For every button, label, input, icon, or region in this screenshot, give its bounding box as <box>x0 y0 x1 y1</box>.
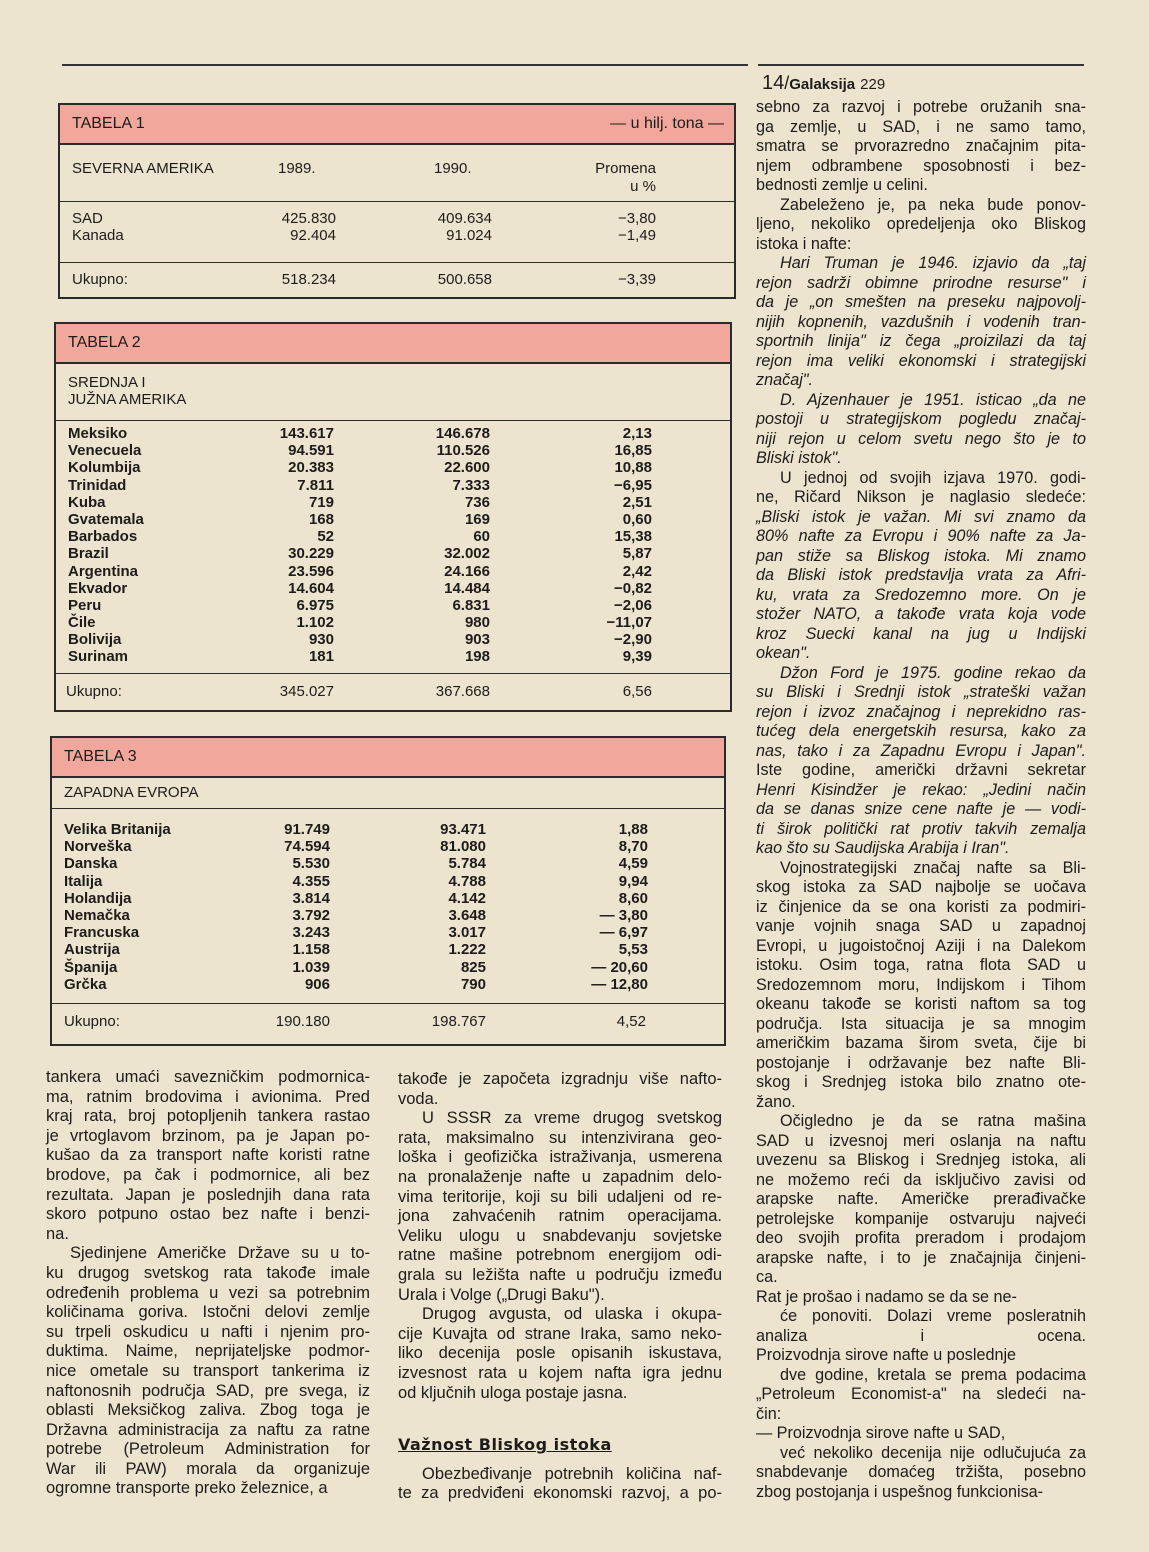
table-row <box>56 528 730 545</box>
cell-1989: 5.530 <box>292 855 330 873</box>
text-line: skog i Srednjeg istoka bilo znatno ote- <box>756 1073 1086 1091</box>
table-3-header <box>52 738 724 778</box>
text-line: smatra se prvorazredno značajnim pita- <box>756 137 1086 155</box>
cell-1989: 930 <box>308 631 334 649</box>
cell-1990: 3.648 <box>448 906 486 924</box>
cell-total-label: Ukupno: <box>66 683 122 700</box>
table-3-title: TABELA 3 <box>64 748 137 765</box>
cell-change: 16,85 <box>614 442 652 460</box>
text-line: nas, tako i za Zapadnu Evropu i Japan". <box>756 741 1086 760</box>
text-line: Evropi, u jugoistočnoj Aziji i na Dalekom <box>756 936 1086 955</box>
text-line: sebno za razvoj i potrebe oružanih sna- <box>756 98 1086 116</box>
text-line: oblasti Meksičkog zaliva. Zbog toga je <box>46 1401 370 1420</box>
text-line: sportnih linija" iz čega „proizilazi da taj <box>756 332 1086 350</box>
cell-total-1990: 198.767 <box>431 1013 486 1030</box>
cell-1989: 23.596 <box>288 562 334 580</box>
table-3-body <box>52 809 724 1004</box>
table-row <box>56 597 730 614</box>
text-line: takođe je započeta izgradnju više nafto- <box>398 1070 722 1088</box>
cell-1990: 7.333 <box>452 476 490 494</box>
cell-total-change: 6,56 <box>622 683 652 700</box>
table-3-region: ZAPADNA EVROPA <box>64 784 199 801</box>
cell-change: −6,95 <box>614 476 652 494</box>
text-line: vima teritorije, koji su bili udaljeni od re- <box>398 1187 722 1206</box>
cell-1990: 3.017 <box>448 924 486 942</box>
table-1-total <box>60 263 734 297</box>
cell-country: Nemačka <box>64 906 130 924</box>
text-line: ku drugog svetskog rata takođe imale <box>46 1263 370 1282</box>
cell-country: Bolivija <box>68 631 122 649</box>
cell-1990: 825 <box>460 958 486 976</box>
cell-change: 5,87 <box>622 545 652 563</box>
text-line: skog istoka za SAD najbolje se uočava <box>756 878 1086 896</box>
top-rule-left <box>62 64 748 66</box>
cell-1989: 14.604 <box>288 579 334 597</box>
cell-1989: 74.594 <box>284 838 330 856</box>
text-line: jona zahvaćenih ratnim operacijama. <box>398 1207 722 1226</box>
text-line: uvezenu sa Bliskog i Srednjeg istoka, ali <box>756 1151 1086 1169</box>
table-3 <box>50 736 726 1046</box>
text-line: brodove, pa čak i podmornice, ali bez <box>46 1165 370 1184</box>
table-row <box>56 425 730 442</box>
cell-1990: 5.784 <box>448 855 486 873</box>
cell-change: −2,90 <box>614 631 652 649</box>
cell-country: Holandija <box>64 889 132 907</box>
cell-1989: 7.811 <box>297 476 334 494</box>
cell-country: Danska <box>64 855 118 873</box>
cell-total-1989: 190.180 <box>275 1013 330 1030</box>
text-line: Drugog avgusta, od ulaska i okupa- <box>422 1305 722 1324</box>
cell-1989: 1.039 <box>292 958 330 976</box>
table-3-rows <box>52 821 724 993</box>
cell-country: Grčka <box>64 975 107 993</box>
table-2-title: TABELA 2 <box>68 334 141 351</box>
text-line: ca. <box>756 1268 778 1286</box>
text-line: rejon i izvoz značajnog i neprekidno ras- <box>756 702 1086 721</box>
cell-change: 0,60 <box>622 510 652 528</box>
cell-change: 10,88 <box>614 459 652 477</box>
table-row <box>52 873 724 890</box>
cell-change: −3,80 <box>618 210 656 227</box>
text-line: liko decenija posle opisanih iskustava, <box>398 1344 722 1363</box>
table-row <box>60 210 734 227</box>
cell-1989: 3.814 <box>292 889 330 907</box>
cell-country: SAD <box>72 210 103 227</box>
cell-1989: 20.383 <box>288 459 334 477</box>
table-2 <box>54 322 732 712</box>
cell-country: Kuba <box>68 493 106 511</box>
cell-1990: 146.678 <box>435 425 490 442</box>
cell-1990: 91.024 <box>446 227 492 244</box>
cell-1989: 719 <box>308 493 334 511</box>
cell-1990: 4.788 <box>448 872 486 890</box>
text-line: izvesnost rata u kojem nafta igra jednu <box>398 1363 722 1382</box>
table-1-colheads <box>60 145 734 202</box>
text-line: tankera umaći savezničkim podmornica- <box>46 1068 370 1086</box>
text-line: već nekoliko decenija nije odlučujuća za <box>780 1443 1086 1462</box>
text-line: snabdevanje domaćeg tržišta, posebno <box>756 1463 1086 1481</box>
text-line: postoji u strategijskom pogledu značaj- <box>756 410 1086 428</box>
cell-1990: 198 <box>464 648 490 666</box>
cell-1990: 736 <box>464 493 490 511</box>
text-line: kao što su Saudijska Arabija i Iran". <box>756 839 1010 857</box>
cell-country: Brazil <box>68 545 109 563</box>
text-line: ogromne transporte preko železnice, a <box>46 1479 328 1498</box>
cell-1990: 1.222 <box>448 941 486 959</box>
text-line: čin: <box>756 1404 782 1423</box>
table-2-total <box>56 674 730 710</box>
table-row <box>56 563 730 580</box>
cell-1990: 790 <box>460 975 486 993</box>
text-line: U jednoj od svojih izjava 1970. godi- <box>780 468 1086 487</box>
text-line: deo svojih profita preradom i prodajom <box>756 1229 1086 1247</box>
cell-change: 2,42 <box>622 562 652 580</box>
text-line: zbog postojanja i uspešnog funkcionisa- <box>756 1482 1044 1501</box>
cell-change: 8,60 <box>618 889 648 907</box>
text-line: cije Kuvajta od strane Iraka, samo neko- <box>398 1324 722 1343</box>
cell-1990: 60 <box>473 528 490 546</box>
text-line: žano. <box>756 1092 796 1111</box>
text-line: ne možemo reći da isključivo zavisi od <box>756 1170 1086 1189</box>
column-middle <box>398 1070 722 1504</box>
cell-change: −11,07 <box>606 614 652 632</box>
table-2-region-2: JUŽNA AMERIKA <box>68 391 187 408</box>
text-line: istoku. Osim toga, ratna flota SAD u <box>756 956 1086 974</box>
cell-1990: 4.142 <box>448 889 486 907</box>
cell-1990: 81.080 <box>440 838 486 856</box>
text-line: analiza i ocena. <box>756 1326 1086 1345</box>
cell-1989: 1.158 <box>292 941 330 959</box>
cell-change: 4,59 <box>618 855 648 873</box>
section-heading: Važnost Bliskog istoka <box>398 1435 612 1455</box>
cell-change: 9,39 <box>622 648 652 666</box>
cell-1990: 24.166 <box>444 562 490 580</box>
text-line: rata, maksimalno su intenzivirana geo- <box>398 1128 722 1147</box>
cell-1989: 906 <box>304 975 330 993</box>
table-row <box>56 459 730 476</box>
table-1-rows <box>60 210 734 244</box>
text-line: D. Ajzenhauer je 1951. isticao „da ne <box>780 390 1086 409</box>
text-line: kraj rata, broj potopljenih tankera rastao <box>46 1107 370 1126</box>
table-row <box>52 890 724 907</box>
cell-country: Trinidad <box>68 476 127 494</box>
table-row <box>52 959 724 976</box>
table-row <box>56 545 730 562</box>
cell-country: Španija <box>64 958 118 976</box>
cell-1989: 3.792 <box>292 906 330 924</box>
cell-1989: 425.830 <box>281 210 336 227</box>
cell-change: 9,94 <box>618 872 648 890</box>
text-line: te za predviđeni ekonomski razvoj, a po- <box>398 1484 722 1503</box>
text-line: rezultata. Japan je poslednjih dana rata <box>46 1185 370 1204</box>
text-line: njem odbrambene sposobnosti i bez- <box>756 156 1086 175</box>
text-line: pan stiže sa Bliskog istoka. Mi znamo <box>756 546 1086 565</box>
cell-country: Kanada <box>72 227 124 244</box>
cell-country: Venecuela <box>68 442 142 460</box>
table-row <box>52 976 724 993</box>
spacer <box>398 1403 722 1435</box>
column-left <box>46 1068 370 1499</box>
text-line: Sredozemnom moru, Indijskom i Tihom <box>756 975 1086 994</box>
text-line: rejon ima veliki ekonomski i strategijski <box>756 351 1086 370</box>
cell-country: Velika Britanija <box>64 821 171 838</box>
text-line: rejon sadrži obimne prirodne resurse" i <box>756 273 1086 292</box>
table-row <box>52 821 724 838</box>
text-line: voda. <box>398 1089 439 1108</box>
text-line: Proizvodnja sirove nafte u poslednje <box>756 1346 1017 1364</box>
text-line: War ili PAW) morala da organizuje <box>46 1459 370 1478</box>
text-line: ratne mašine potrebnom energijom odi- <box>398 1246 722 1265</box>
text-line: — Proizvodnja sirove nafte u SAD, <box>756 1424 1006 1442</box>
text-line: Henri Kisindžer je rekao: „Jedini način <box>756 780 1086 799</box>
table-2-colheads <box>56 364 730 421</box>
text-line: ti širok politički rat protiv takvih zemalja <box>756 819 1086 838</box>
cell-1989: 4.355 <box>292 872 330 890</box>
cell-1990: 22.600 <box>444 459 490 477</box>
text-line: Džon Ford je 1975. godine rekao da <box>780 663 1086 682</box>
cell-1989: 143.617 <box>279 425 334 442</box>
cell-total-1989: 518.234 <box>281 271 336 288</box>
table-row <box>52 855 724 872</box>
spacer <box>398 1455 722 1465</box>
cell-1989: 168 <box>308 510 334 528</box>
cell-change: −1,49 <box>618 227 656 244</box>
magazine-name: Galaksija <box>789 76 856 93</box>
table-row <box>56 477 730 494</box>
table-1-header <box>60 105 734 145</box>
column-right <box>756 98 1086 1502</box>
cell-total-change: −3,39 <box>618 271 656 288</box>
cell-country: Čile <box>68 614 96 632</box>
text-line: bednosti zemlje u celini. <box>756 176 928 194</box>
text-line: SAD u izvesnoj meri oslanja na naftu <box>756 1131 1086 1150</box>
text-line: loška i geofizička istraživanja, usmerena <box>398 1148 722 1167</box>
cell-country: Ekvador <box>68 579 128 597</box>
cell-change: 2,51 <box>622 493 652 511</box>
text-line: Vojnostrategijski značaj nafte sa Bli- <box>780 858 1086 877</box>
text-line: američkim bazama širom sveta, čije bi <box>756 1034 1086 1052</box>
text-line: stožer NATO, a takođe vrata koja vode <box>756 605 1086 623</box>
text-line: ga zemlje, u SAD, i ne samo tamo, <box>756 117 1086 136</box>
cell-total-label: Ukupno: <box>72 271 128 288</box>
text-line: potrebe (Petroleum Administration for <box>46 1440 370 1459</box>
issue-number: 229 <box>860 76 886 93</box>
cell-1989: 94.591 <box>288 442 334 460</box>
cell-country: Gvatemala <box>68 510 144 528</box>
text-line: Hari Truman je 1946. izjavio da „taj <box>780 254 1086 272</box>
cell-1989: 92.404 <box>290 227 336 244</box>
table-1-body <box>60 202 734 263</box>
cell-1989: 30.229 <box>288 545 334 563</box>
cell-country: Norveška <box>64 838 132 856</box>
text-line: „Bliski istok je važan. Mi svi znamo da <box>756 507 1086 526</box>
text-line: ma, ratnim brodovima i avionima. Pred <box>46 1087 370 1106</box>
text-line: kušao da za transport nafte koristi ratne <box>46 1146 370 1165</box>
cell-change: 5,53 <box>618 941 648 959</box>
table-row <box>52 838 724 855</box>
text-line: Urala i Volge („Drugi Baku"). <box>398 1285 605 1304</box>
table-2-header <box>56 324 730 364</box>
text-line: da se danas snize cene nafte je — vodi- <box>756 800 1086 818</box>
table-1-col-change: Promena <box>595 160 656 177</box>
cell-total-label: Ukupno: <box>64 1013 120 1030</box>
text-line: da Bliski istok predstavlja vrata za Afri- <box>756 566 1086 584</box>
cell-country: Barbados <box>68 528 138 546</box>
text-line: Iste godine, američki državni sekretar <box>756 761 1086 779</box>
text-line: nijih kopnenih, vazdušnih i vodenih tran- <box>756 312 1086 331</box>
table-row <box>56 442 730 459</box>
text-line: ne, Ričard Nikson je naglasio sledeće: <box>756 488 1086 506</box>
text-line: vanje vojnih snaga SAD u zapadnoj <box>756 917 1086 935</box>
table-row <box>52 924 724 941</box>
table-row <box>52 941 724 958</box>
cell-1989: 91.749 <box>284 821 330 838</box>
text-line: Bliski istok". <box>756 449 842 467</box>
table-3-total <box>52 1004 724 1040</box>
table-1-region: SEVERNA AMERIKA <box>72 160 214 177</box>
table-2-rows <box>56 425 730 666</box>
table-row <box>56 580 730 597</box>
text-line: na pronalaženje nafte u zapadnim delo- <box>398 1167 722 1186</box>
text-line: da je „on smešten na preseku najpovolj- <box>756 293 1086 311</box>
cell-country: Kolumbija <box>68 459 141 477</box>
cell-change: −2,06 <box>614 596 652 614</box>
table-1-col-1989: 1989. <box>278 160 316 177</box>
table-row <box>56 648 730 665</box>
text-line: ku, vrata za Sredozemno more. On je <box>756 585 1086 604</box>
table-1-col-1990: 1990. <box>434 160 472 177</box>
text-line: 80% nafte za Evropu i 90% nafte za Ja- <box>756 527 1086 545</box>
text-line: značaj". <box>756 371 814 389</box>
cell-1990: 980 <box>464 614 490 632</box>
table-row <box>60 227 734 244</box>
cell-change: — 6,97 <box>599 924 648 942</box>
text-line: skoro potpuno ostao bez nafte i benzi- <box>46 1205 370 1224</box>
text-line: Obezbeđivanje potrebnih količina naf- <box>422 1464 722 1483</box>
cell-1989: 181 <box>308 648 334 666</box>
table-1-col-pct: u % <box>630 178 656 195</box>
table-1-title: TABELA 1 <box>72 115 145 132</box>
table-1 <box>58 103 736 299</box>
cell-country: Austrija <box>64 941 120 959</box>
text-line: Rat je prošao i nadamo se da se ne- <box>756 1287 1017 1306</box>
top-rule-right <box>758 64 1084 66</box>
cell-change: — 12,80 <box>591 975 648 993</box>
text-line: iz činjenice da se ona koristi za podmiri- <box>756 897 1086 916</box>
table-3-colheads <box>52 778 724 809</box>
text-line: kroz Suecki kanal na jug u Indijski <box>756 624 1086 643</box>
table-row <box>56 494 730 511</box>
text-line: količinama goriva. Istočni delovi zemlje <box>46 1303 370 1322</box>
text-line: okean". <box>756 644 811 662</box>
cell-1990: 32.002 <box>444 545 490 563</box>
cell-1989: 6.975 <box>296 596 334 614</box>
text-line: U SSSR za vreme drugog svetskog <box>422 1109 722 1128</box>
cell-1989: 1.102 <box>296 614 334 632</box>
cell-total-change: 4,52 <box>616 1013 646 1030</box>
cell-1990: 169 <box>464 510 490 528</box>
text-line: petrolejske kompanije ostvaruju najveći <box>756 1209 1086 1228</box>
text-line: grala su ležišta nafte u području između <box>398 1265 722 1284</box>
page-header: 14/Galaksija 229 <box>762 72 886 94</box>
text-line: je vrtoglavom brzinom, pa je Japan po- <box>46 1126 370 1145</box>
text-line: od ključnih uloga postaje jasna. <box>398 1383 628 1402</box>
cell-1990: 6.831 <box>452 596 490 614</box>
cell-country: Surinam <box>68 648 129 666</box>
text-line: Zabeleženo je, pa neka bude ponov- <box>780 195 1086 214</box>
text-line: duktima. Naime, neprijateljske podmor- <box>46 1342 370 1361</box>
cell-1990: 93.471 <box>440 821 486 838</box>
cell-change: 1,88 <box>618 821 648 838</box>
table-1-unit: — u hilj. tona — <box>610 115 724 132</box>
text-line: dve godine, kretala se prema podacima <box>780 1365 1086 1384</box>
cell-total-1990: 367.668 <box>435 683 490 700</box>
text-line: će ponoviti. Dolazi vreme posleratnih <box>780 1307 1086 1325</box>
cell-country: Argentina <box>68 562 139 580</box>
text-line: Veliku ulogu u snabdevanju sovjetske <box>398 1226 722 1245</box>
table-row <box>52 907 724 924</box>
text-line: na. <box>46 1224 69 1243</box>
cell-1990: 409.634 <box>437 210 492 227</box>
cell-total-1989: 345.027 <box>279 683 334 700</box>
text-line: naftonosnih područja SAD, pre svega, iz <box>46 1381 370 1400</box>
table-row <box>56 631 730 648</box>
table-row <box>56 614 730 631</box>
cell-total-1990: 500.658 <box>437 271 492 288</box>
text-line: određenih problema u vezi sa potrebnim <box>46 1283 370 1302</box>
cell-country: Francuska <box>64 924 140 942</box>
cell-change: 15,38 <box>614 528 652 546</box>
page-number: 14 <box>762 72 785 94</box>
text-line: nice ometale su transport tankerima iz <box>46 1361 370 1380</box>
table-2-region-1: SREDNJA I <box>68 374 146 391</box>
cell-country: Meksiko <box>68 425 128 442</box>
text-line: niji rejon u celom svetu nego što je to <box>756 429 1086 448</box>
cell-1990: 110.526 <box>436 442 490 460</box>
cell-1989: 3.243 <box>292 924 330 942</box>
text-line: Očigledno je da se ratna mašina <box>780 1112 1086 1130</box>
cell-change: 8,70 <box>618 838 648 856</box>
cell-country: Italija <box>64 872 103 890</box>
text-line: arapske nafte, i to je značajnija činjeni- <box>756 1248 1086 1267</box>
cell-country: Peru <box>68 596 102 614</box>
cell-change: — 20,60 <box>591 958 648 976</box>
text-line: „Petroleum Economist-a" na sledeći na- <box>756 1385 1086 1403</box>
cell-1989: 52 <box>317 528 334 546</box>
table-2-body <box>56 421 730 674</box>
cell-1990: 903 <box>464 631 490 649</box>
text-line: ljeno, nekoliko opredeljenja oko Bliskog <box>756 215 1086 233</box>
text-line: tućeg dela energetskih resursa, kako za <box>756 722 1086 740</box>
text-line: okeanu takođe se koristi naftom sa tog <box>756 995 1086 1013</box>
cell-change: 2,13 <box>622 425 652 442</box>
text-line: Sjedinjene Američke Države su u to- <box>70 1244 370 1263</box>
text-line: arapske nafte. Američke prerađivačke <box>756 1190 1086 1208</box>
cell-change: −0,82 <box>614 579 652 597</box>
text-line: istoka i nafte: <box>756 234 852 253</box>
cell-1990: 14.484 <box>444 579 490 597</box>
text-line: postojanje i održavanje bez nafte Bli- <box>756 1053 1086 1072</box>
cell-change: — 3,80 <box>599 906 648 924</box>
text-line: su Bliski i Srednji istok „strateški važan <box>756 683 1086 701</box>
text-line: Državna administracija za naftu za ratne <box>46 1420 370 1439</box>
text-line: su trpeli oskudicu u nafti i njenim pro- <box>46 1322 370 1341</box>
text-line: područja. Ista situacija je sa mnogim <box>756 1014 1086 1033</box>
table-row <box>56 511 730 528</box>
